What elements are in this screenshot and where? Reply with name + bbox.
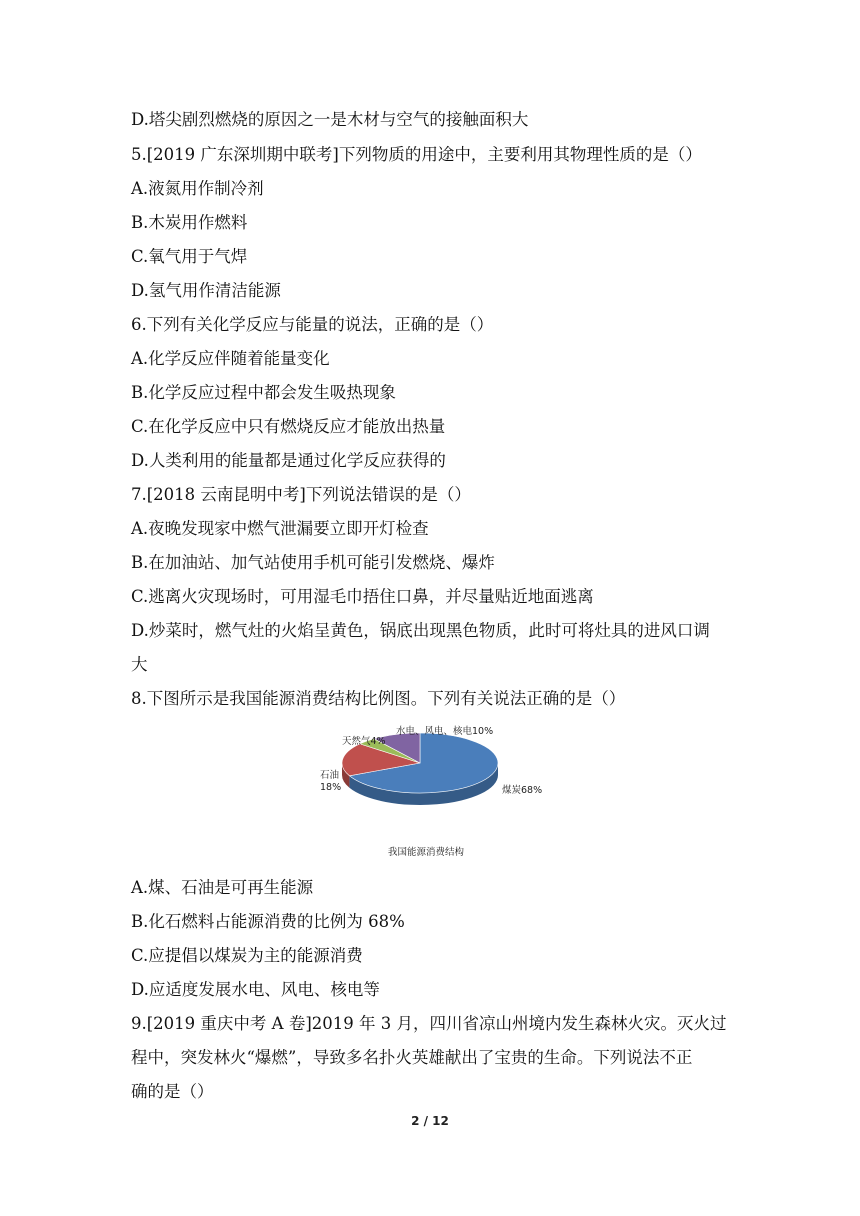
option-8b: B.化石燃料占能源消费的比例为 68%: [131, 912, 405, 931]
label-oil-value: 18%: [320, 782, 342, 793]
option-5d: D.氢气用作清洁能源: [131, 281, 281, 300]
label-oil-name: 石油: [320, 770, 340, 781]
option-5b: B.木炭用作燃料: [131, 213, 248, 232]
option-5c: C.氧气用于气焊: [131, 247, 248, 266]
option-7d: D.炒菜时，燃气灶的火焰呈黄色，锅底出现黑色物质，此时可将灶具的进风口调: [131, 621, 710, 640]
option-7a: A.夜晚发现家中燃气泄漏要立即开灯检查: [131, 519, 429, 538]
question-9-stem: 9.[2019 重庆中考 A 卷]2019 年 3 月，四川省凉山州境内发生森林火灾。灭火过: [131, 1014, 727, 1033]
page-number: 2 / 12: [411, 1114, 449, 1128]
option-7b: B.在加油站、加气站使用手机可能引发燃烧、爆炸: [131, 553, 495, 572]
option-8c: C.应提倡以煤炭为主的能源消费: [131, 946, 363, 965]
question-5-stem: 5.[2019 广东深圳期中联考]下列物质的用途中，主要利用其物理性质的是（）: [131, 145, 702, 164]
energy-pie-chart: [300, 715, 570, 865]
question-8-stem: 8.下图所示是我国能源消费结构比例图。下列有关说法正确的是（）: [131, 689, 626, 708]
chart-title: 我国能源消费结构: [387, 847, 465, 858]
option-6d: D.人类利用的能量都是通过化学反应获得的: [131, 451, 446, 470]
option-8d: D.应适度发展水电、风电、核电等: [131, 980, 380, 999]
option-7c: C.逃离火灾现场时，可用湿毛巾捂住口鼻，并尽量贴近地面逃离: [131, 587, 594, 606]
option-8a: A.煤、石油是可再生能源: [131, 878, 314, 897]
option-6b: B.化学反应过程中都会发生吸热现象: [131, 383, 396, 402]
question-6-stem: 6.下列有关化学反应与能量的说法，正确的是（）: [131, 315, 494, 334]
question-9-stem-line3: 确的是（）: [131, 1082, 214, 1101]
option-7d-continued: 大: [131, 655, 148, 674]
text-line: D.塔尖剧烈燃烧的原因之一是木材与空气的接触面积大: [131, 110, 529, 129]
question-7-stem: 7.[2018 云南昆明中考]下列说法错误的是（）: [131, 485, 471, 504]
question-9-stem-line2: 程中，突发林火“爆燃”，导致多名扑火英雄献出了宝贵的生命。下列说法不正: [131, 1048, 693, 1067]
pie-chart-svg: [300, 715, 570, 865]
label-hydro-wind-nuclear: 水电、风电、核电10%: [396, 726, 494, 737]
option-6c: C.在化学反应中只有燃烧反应才能放出热量: [131, 417, 446, 436]
option-6a: A.化学反应伴随着能量变化: [131, 349, 330, 368]
option-5a: A.液氮用作制冷剂: [131, 179, 264, 198]
label-gas: 天然气4%: [342, 736, 386, 747]
label-coal: 煤炭68%: [502, 785, 543, 796]
